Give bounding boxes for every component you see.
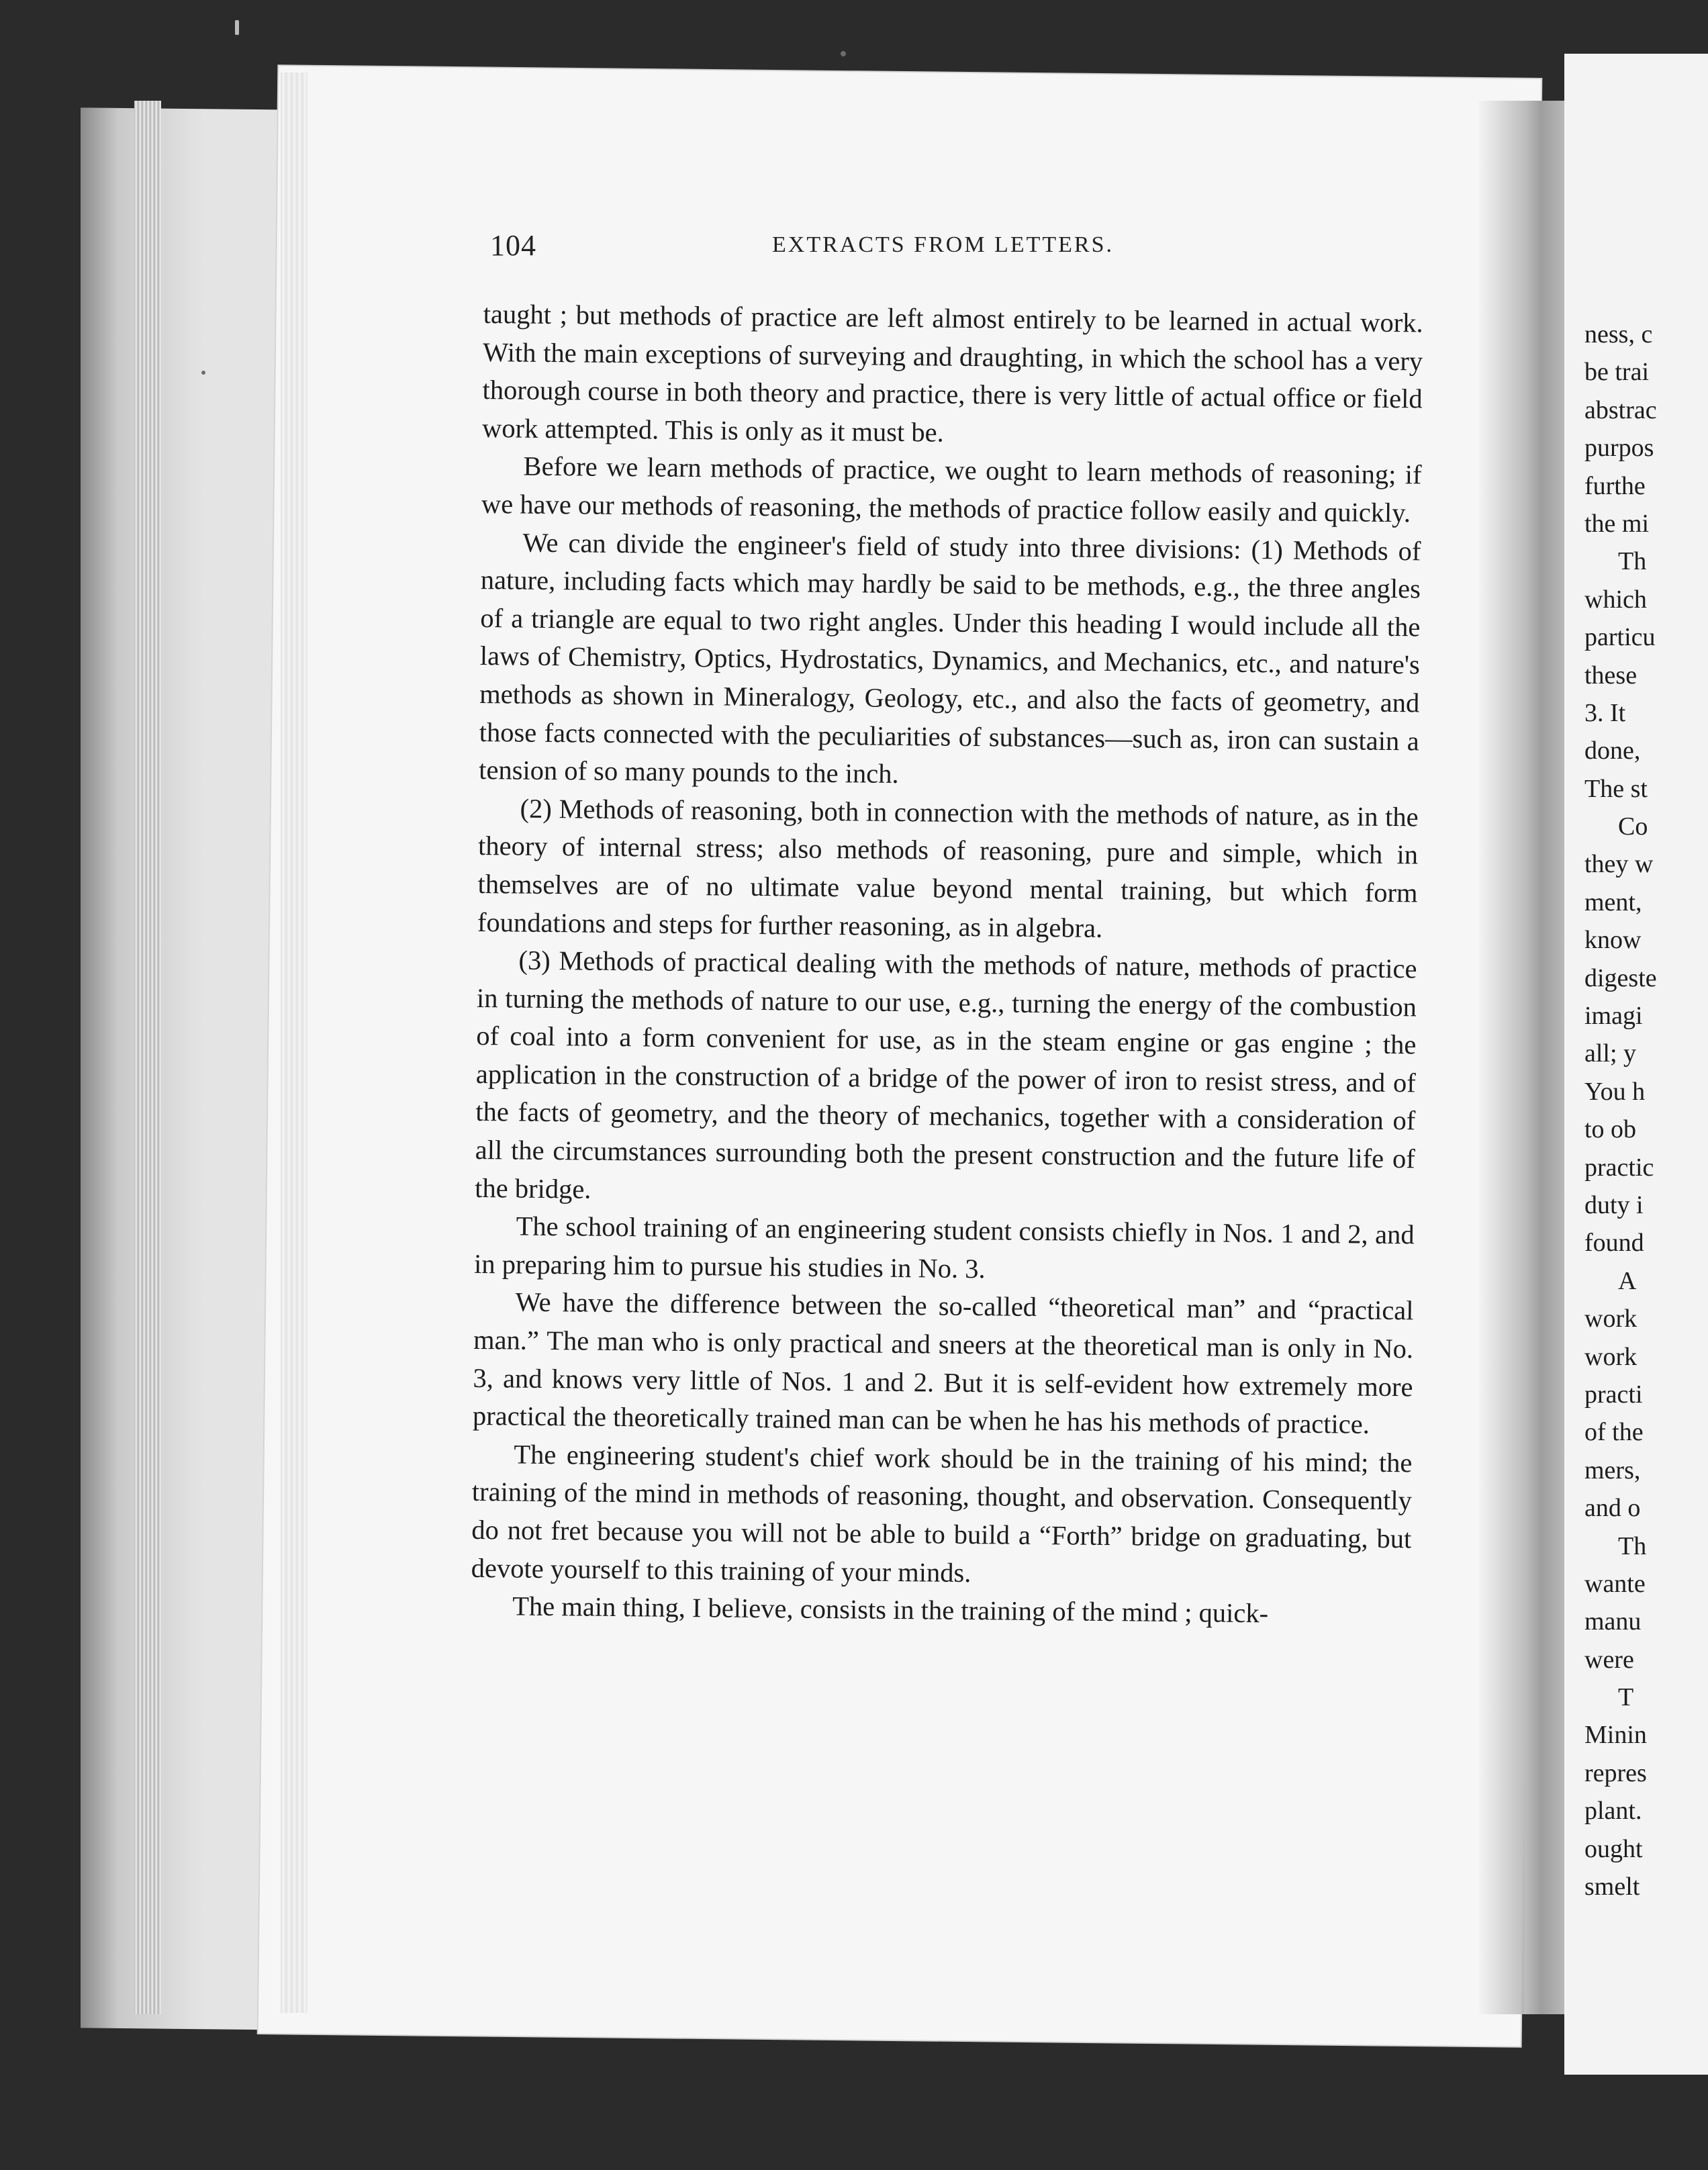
right-page-line: work [1584,1305,1638,1333]
body-text [471,295,1423,1634]
right-page-line: purpos [1584,434,1654,463]
right-page-line: all; y [1584,1039,1637,1068]
page-number: 104 [490,229,536,262]
right-page-text [1584,316,1708,1905]
paragraph: (3) Methods of practical dealing with the methods of nature, methods of practice in turning the methods of nature to our use, e.g., turning the energy of the combustion of coal into a form convenient for use, as in the steam engine or gas engine ; the application in the construction of a bridge of the power of iron to resist stress, and of the facts of geometry, and the theory of mechanics, together with a consideration of all the circumstances surrounding both the present construction and the future life of the bridge. [475,945,1417,1205]
right-page-line: A [1618,1266,1637,1295]
right-page-line: Th [1618,1531,1647,1560]
right-page-line: imagi [1584,1002,1643,1031]
right-page-line: wante [1584,1569,1646,1598]
page-header [490,228,1430,282]
right-page-line: The st [1584,774,1648,803]
right-page-line: You h [1584,1077,1646,1106]
right-page-line: practic [1584,1153,1654,1182]
right-page-line: these [1584,661,1638,690]
right-page-line: furthe [1584,471,1646,500]
right-page-line: particu [1584,623,1656,652]
right-page-line: digeste [1584,963,1657,992]
right-page-line: Minin [1584,1721,1647,1750]
right-page-line: mers, [1584,1456,1641,1484]
right-page-line: Co [1618,812,1648,841]
paragraph: We have the difference between the so-called “theoretical man” and “practical man.” The man who is only practical and sneers at the theoretical man is only in No. 3, and knows very little of Nos. 1 and 2. But it is self-evident how extremely more practical the theoretically trained man can be when he has his methods of practice. [472,1286,1414,1440]
right-page-line: were [1584,1645,1634,1674]
right-page-line: ment, [1584,888,1642,916]
paragraph: The engineering student's chief work should be in the training of his mind; the training of the mind in methods of reasoning, thought, and observation. Consequently do not fret because you will not be able to build a “Forth” bridge on graduating, but devote yourself to this training of your minds. [471,1439,1413,1588]
right-page-line: abstrac [1584,395,1657,424]
dust-mark [235,20,239,35]
right-page-line: which [1584,585,1647,614]
right-page-line: and o [1584,1494,1641,1523]
right-page-line: found [1584,1229,1644,1258]
paragraph: The school training of an engineering student consists chiefly in Nos. 1 and 2, and in preparing him to pursue his studies in No. 3. [473,1211,1415,1284]
paragraph: We can divide the engineer's field of study into three divisions: (1) Methods of nature, including facts which may hardly be said to be methods, e.g., the three angles of a triangle are equal to two right angles. Under this heading I would include all the laws of Chemistry, Optics, Hydrostatics, Dynamics, and Mechanics, etc., and nature's methods as shown in Mineralogy, Geology, etc., and also the facts of geometry, and those facts connected with the peculiarities of substances—such as, iron can sustain a tension of so many pounds to the inch. [479,527,1421,790]
right-page-line: duty i [1584,1190,1644,1219]
paragraph: The main thing, I believe, consists in the training of the mind ; quick- [512,1591,1269,1629]
right-page-line: done, [1584,737,1641,765]
right-page-line: repres [1584,1758,1647,1787]
right-page-line: smelt [1584,1873,1640,1901]
right-page-line: work [1584,1342,1638,1371]
paragraph: (2) Methods of reasoning, both in connection with the methods of nature, as in the theory of internal stress; also methods of reasoning, pure and simple, which in themselves are of no ultimate value beyond mental training, but which form foundations and steps for further reasoning, as in algebra. [477,793,1419,943]
paragraph: Before we learn methods of practice, we ought to learn methods of reasoning; if we have our methods of reasoning, the methods of practice follow easily and quickly. [481,451,1422,528]
dust-mark [841,51,846,56]
right-page-line: know [1584,926,1642,955]
page-gutter-lines [281,73,307,2013]
right-page-line: practi [1584,1380,1643,1409]
right-page-line: to ob [1584,1115,1637,1144]
right-page-line: Th [1618,547,1647,576]
right-page-line: T [1618,1683,1634,1712]
paragraph: taught ; but methods of practice are left almost entirely to be learned in actual work. With the main exceptions of surveying and draughting, in which the school has a very thorough course in both theory and practice, there is very little of actual office or field work attempted. This is only as it must be. [481,298,1423,448]
right-page-line: they w [1584,850,1654,879]
right-page-line: 3. It [1584,698,1626,727]
right-page-line: ought [1584,1834,1643,1863]
dust-mark [201,371,205,375]
right-page-line: ness, c [1584,320,1653,348]
right-page-line: manu [1584,1607,1642,1636]
page-edges [134,101,161,2014]
running-head: EXTRACTS FROM LETTERS. [772,232,1114,257]
right-page-line: the mi [1584,509,1650,538]
right-page-line: plant. [1584,1797,1642,1826]
right-page-line: of the [1584,1418,1644,1447]
right-page-line: be trai [1584,358,1650,387]
